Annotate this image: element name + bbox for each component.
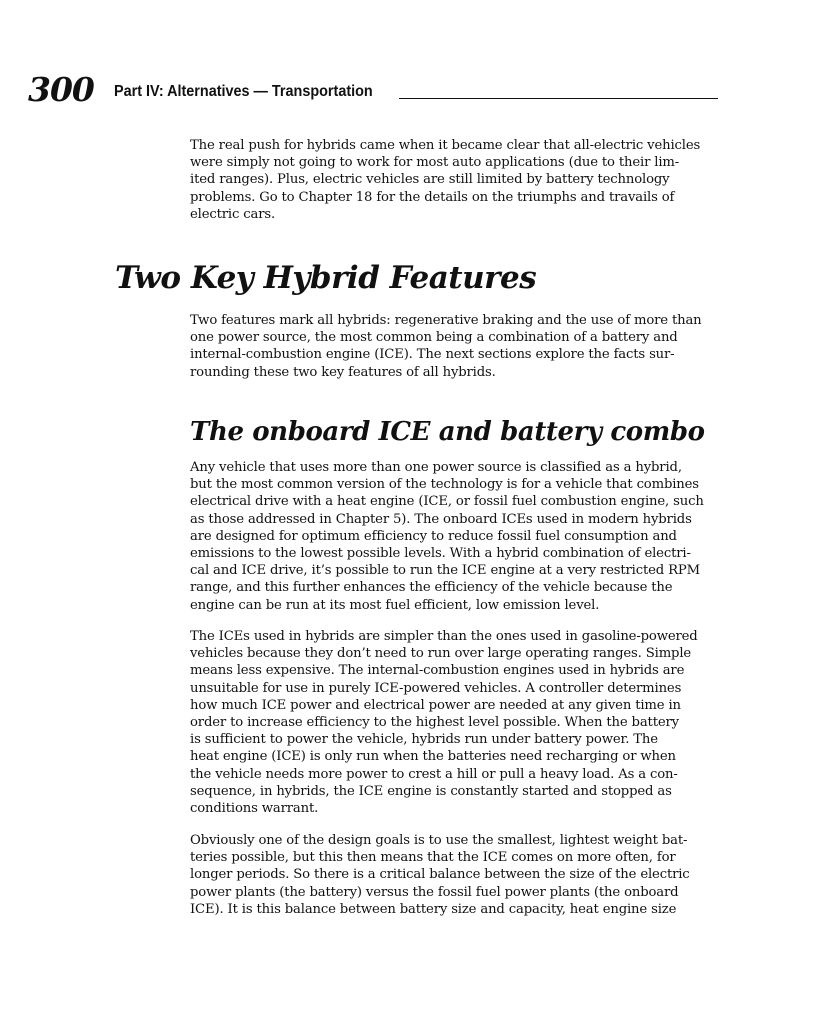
text-line: emissions to the lowest possible levels. With a hybrid combination of electri- bbox=[190, 546, 691, 562]
text-line: how much ICE power and electrical power are needed at any given time in bbox=[190, 697, 681, 713]
subsection-heading: The onboard ICE and battery combo bbox=[190, 417, 705, 447]
text-line: Two features mark all hybrids: regenerative braking and the use of more than bbox=[190, 313, 702, 328]
section-paragraph bbox=[190, 312, 715, 381]
text-line: teries possible, but this then means that the ICE comes on more often, for bbox=[190, 850, 676, 866]
text-line: electric cars. bbox=[190, 206, 276, 222]
text-line: power plants (the battery) versus the fossil fuel power plants (the onboard bbox=[190, 884, 679, 900]
text-line: rounding these two key features of all hybrids. bbox=[190, 364, 496, 380]
text-line: were simply not going to work for most auto applications (due to their lim- bbox=[190, 155, 680, 171]
text-line: vehicles because they don’t need to run over large operating ranges. Simple bbox=[190, 646, 692, 662]
intro-paragraph bbox=[190, 137, 715, 223]
text-line: electrical drive with a heat engine (ICE, or fossil fuel combustion engine, such bbox=[190, 494, 704, 510]
text-line: Any vehicle that uses more than one power source is classified as a hybrid, bbox=[190, 460, 682, 475]
text-line: The real push for hybrids came when it became clear that all-electric vehicles bbox=[190, 138, 701, 153]
section-heading: Two Key Hybrid Features bbox=[115, 260, 537, 296]
text-line: are designed for optimum efficiency to reduce fossil fuel consumption and bbox=[190, 528, 677, 544]
text-line: heat engine (ICE) is only run when the batteries need recharging or when bbox=[190, 749, 676, 765]
text-line: internal-combustion engine (ICE). The next sections explore the facts sur- bbox=[190, 347, 675, 363]
subsection-paragraph-3 bbox=[190, 832, 715, 918]
text-line: one power source, the most common being a combination of a battery and bbox=[190, 330, 678, 346]
text-line: engine can be run at its most fuel efficient, low emission level. bbox=[190, 597, 600, 613]
text-line: unsuitable for use in purely ICE-powered vehicles. A controller determines bbox=[190, 680, 682, 696]
text-line: conditions warrant. bbox=[190, 801, 319, 817]
text-line: sequence, in hybrids, the ICE engine is constantly started and stopped as bbox=[190, 783, 672, 799]
text-line: range, and this further enhances the efficiency of the vehicle because the bbox=[190, 580, 673, 596]
text-line: problems. Go to Chapter 18 for the details on the triumphs and travails of bbox=[190, 189, 675, 205]
subsection-paragraph-1 bbox=[190, 459, 715, 614]
text-line: means less expensive. The internal-combustion engines used in hybrids are bbox=[190, 663, 685, 679]
text-line: longer periods. So there is a critical balance between the size of the electric bbox=[190, 867, 690, 883]
text-line: ICE). It is this balance between battery size and capacity, heat engine size bbox=[190, 901, 677, 917]
text-line: the vehicle needs more power to crest a hill or pull a heavy load. As a con- bbox=[190, 766, 678, 782]
text-line: ited ranges). Plus, electric vehicles are still limited by battery technology bbox=[190, 172, 670, 188]
text-line: Obviously one of the design goals is to use the smallest, lightest weight bat- bbox=[190, 833, 688, 848]
text-line: The ICEs used in hybrids are simpler than the ones used in gasoline-powered bbox=[190, 629, 698, 644]
page-header bbox=[28, 70, 718, 110]
text-line: order to increase efficiency to the highest level possible. When the battery bbox=[190, 715, 679, 731]
text-line: is sufficient to power the vehicle, hybrids run under battery power. The bbox=[190, 732, 658, 748]
text-line: cal and ICE drive, it’s possible to run the ICE engine at a very restricted RPM bbox=[190, 563, 700, 579]
text-line: but the most common version of the technology is for a vehicle that combines bbox=[190, 477, 699, 493]
running-head: Part IV: Alternatives — Transportation bbox=[114, 83, 373, 100]
header-rule bbox=[399, 98, 718, 99]
text-line: as those addressed in Chapter 5). The onboard ICEs used in modern hybrids bbox=[190, 511, 692, 527]
subsection-paragraph-2 bbox=[190, 628, 715, 817]
page-number: 300 bbox=[28, 70, 94, 109]
